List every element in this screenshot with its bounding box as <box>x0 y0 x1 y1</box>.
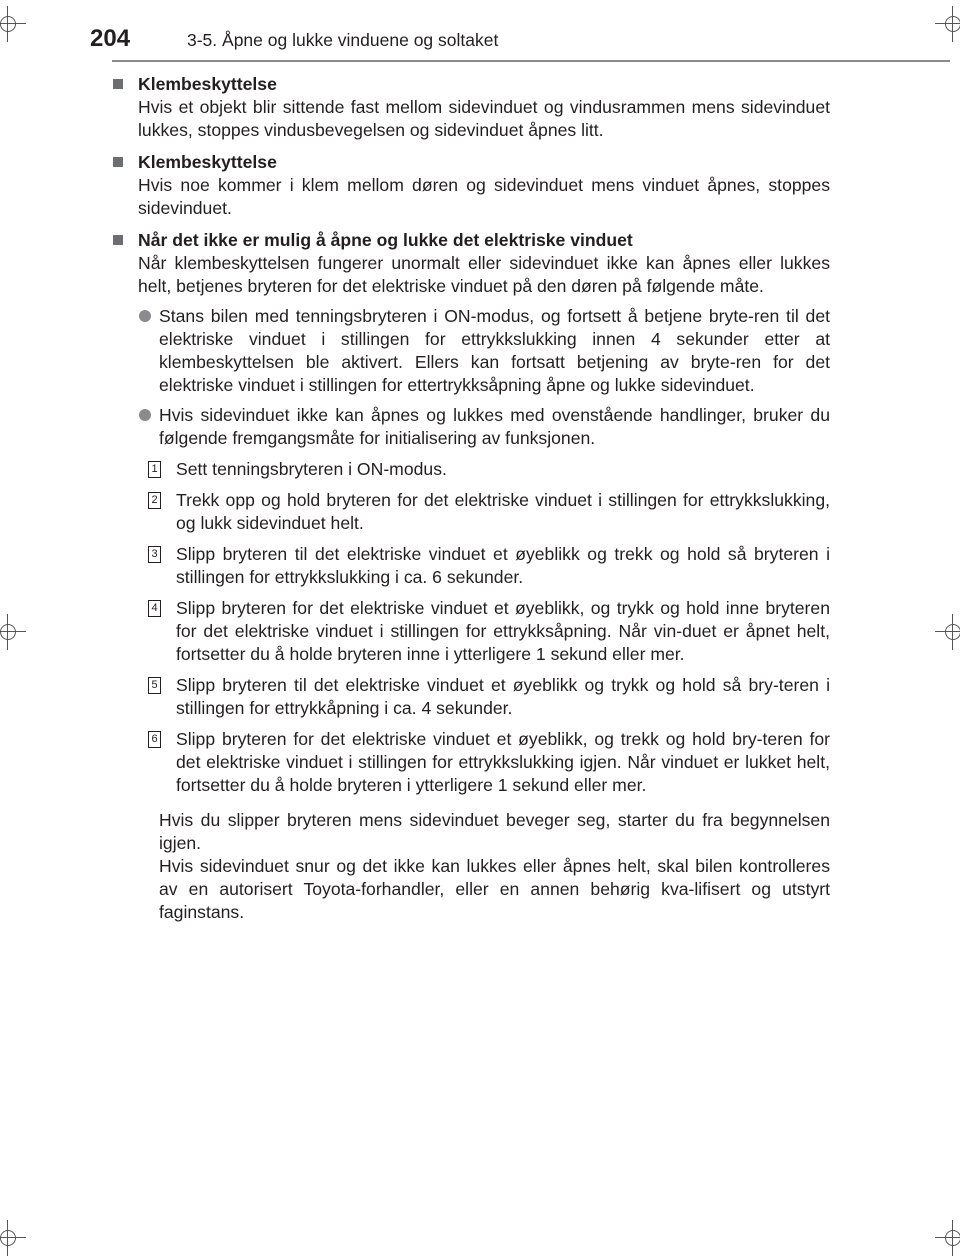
registration-mark-icon <box>935 614 960 650</box>
note-line: Hvis sidevinduet snur og det ikke kan lukkes eller åpnes helt, skal bilen kontrolleres av en autorisert Toyota-forhandler, eller en annen behørig kva-lifisert og utstyrt faginstans. <box>159 856 830 922</box>
registration-mark-icon <box>935 6 960 42</box>
step-number: 3 <box>148 546 161 563</box>
chapter-title: 3-5. Åpne og lukke vinduene og soltaket <box>187 30 499 50</box>
section-heading: Når det ikke er mulig å åpne og lukke det elektriske vinduet <box>110 229 830 252</box>
section-pinch-protection-open <box>110 151 830 220</box>
list-item: Hvis sidevinduet ikke kan åpnes og lukkes med ovenstående handlinger, bruker du følgende fremgangsmåte for initialisering av funksjonen. <box>138 404 830 450</box>
step-number: 4 <box>148 600 161 617</box>
procedure-step: 4 Slipp bryteren for det elektriske vinduet et øyeblikk, og trykk og hold inne bryteren for det elektriske vinduet i stillingen for ettrykksåpning. Når vin-duet er åpnet helt, fortsetter du å holde bryteren inne i ytterligere 1 sekund eller mer. <box>148 597 830 666</box>
procedure-step: 1 Sett tenningsbryteren i ON-modus. <box>148 458 830 481</box>
round-bullet-icon <box>139 310 151 322</box>
list-item: Stans bilen med tenningsbryteren i ON-modus, og fortsett å betjene bryte-ren til det elektriske vinduet i stillingen for ettrykkslukking innen 4 sekunder etter at klembeskyttelsen ble aktivert. Ellers kan fortsatt betjening av bryte-ren for det elektriske vinduet i stillingen for ettertrykksåpning åpne og lukke sidevinduet. <box>138 305 830 397</box>
registration-mark-icon <box>0 614 26 650</box>
page-header <box>90 24 840 54</box>
square-bullet-icon <box>113 79 123 89</box>
header-divider <box>112 60 950 62</box>
step-number: 1 <box>148 461 161 478</box>
section-pinch-protection-close <box>110 73 830 142</box>
step-number: 6 <box>148 731 161 748</box>
section-text: Hvis noe kommer i klem mellom døren og sidevinduet mens vinduet åpnes, stoppes sidevinduet. <box>138 175 830 218</box>
procedure-step: 5 Slipp bryteren til det elektriske vinduet et øyeblikk og trykk og hold så bry-teren i stillingen for ettrykkåpning i ca. 4 sekunder. <box>148 674 830 720</box>
round-bullet-icon <box>139 409 151 421</box>
registration-mark-icon <box>935 1220 960 1256</box>
procedure-step: 3 Slipp bryteren til det elektriske vinduet et øyeblikk og trekk og hold så bryteren i stillingen for ettrykkslukking i ca. 6 sekunder. <box>148 543 830 589</box>
registration-mark-icon <box>0 6 26 42</box>
procedure-note <box>159 809 830 924</box>
section-text: Hvis et objekt blir sittende fast mellom sidevinduet og vindusrammen mens sidevinduet lukkes, stoppes vindusbevegelsen og sidevinduet åpnes litt. <box>138 97 830 140</box>
section-window-malfunction <box>110 229 830 924</box>
note-line: Hvis du slipper bryteren mens sidevinduet beveger seg, starter du fra begynnelsen igjen. <box>159 810 830 853</box>
step-number: 5 <box>148 677 161 694</box>
square-bullet-icon <box>113 235 123 245</box>
registration-mark-icon <box>0 1220 26 1256</box>
procedure-step: 2 Trekk opp og hold bryteren for det elektriske vinduet i stillingen for ettrykkslukking, og lukk sidevinduet helt. <box>148 489 830 535</box>
step-number: 2 <box>148 492 161 509</box>
square-bullet-icon <box>113 157 123 167</box>
section-heading: Klembeskyttelse <box>110 73 830 96</box>
procedure-step: 6 Slipp bryteren for det elektriske vinduet et øyeblikk, og trekk og hold bry-teren for det elektriske vinduet i stillingen for ettrykkslukking igjen. Når vinduet er lukket helt, fortsetter du å holde bryteren i ytterligere 1 sekund eller mer. <box>148 728 830 797</box>
section-heading: Klembeskyttelse <box>110 151 830 174</box>
section-text: Når klembeskyttelsen fungerer unormalt eller sidevinduet ikke kan åpnes eller lukkes helt, betjenes bryteren for det elektriske vinduet på den døren på følgende måte. <box>138 253 830 296</box>
page-content <box>110 73 830 933</box>
procedure-steps <box>110 458 830 797</box>
page-number: 204 <box>90 25 131 52</box>
